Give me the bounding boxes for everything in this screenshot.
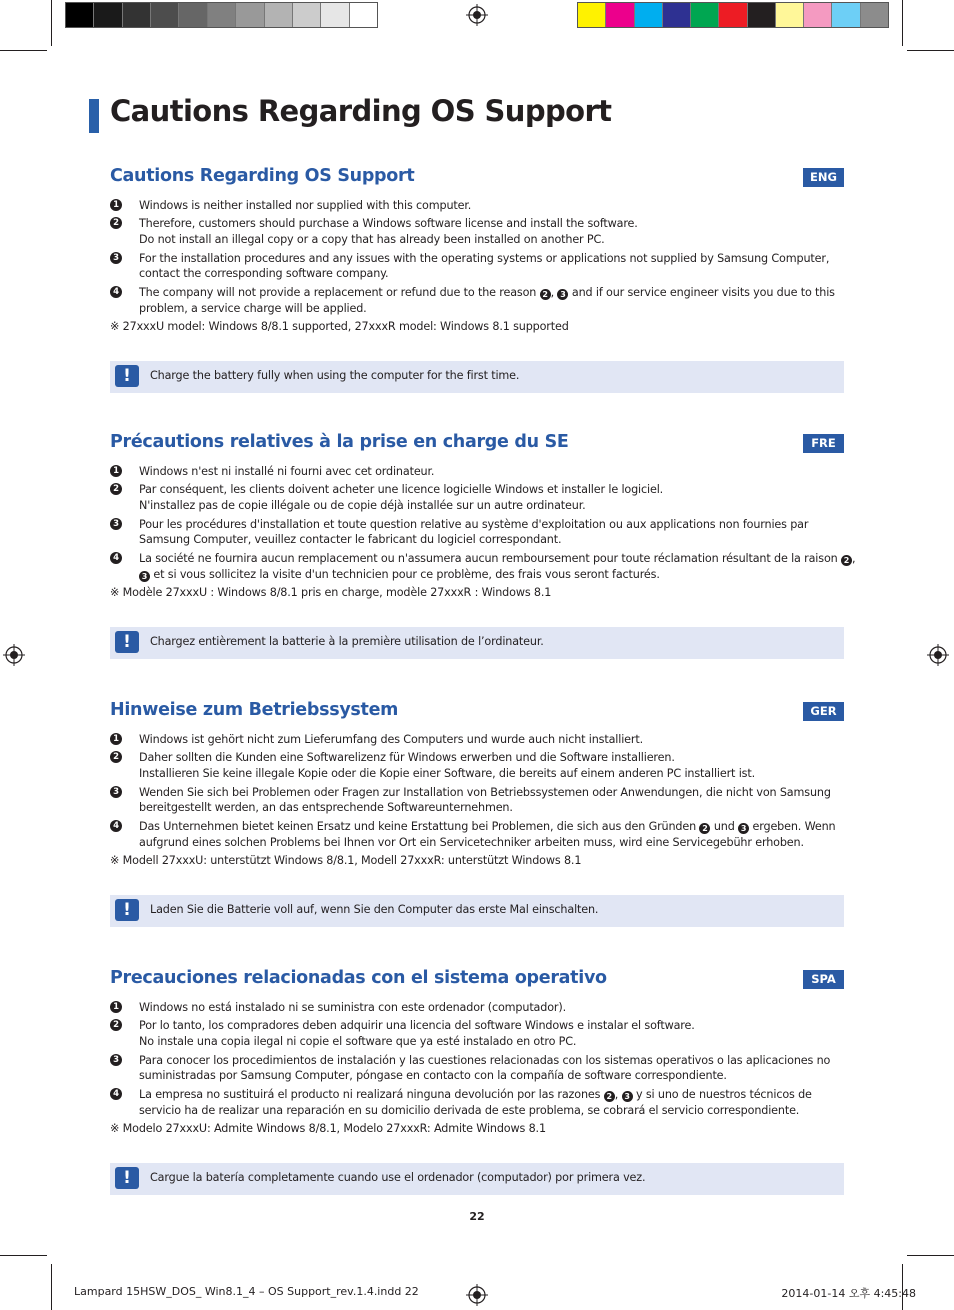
model-note: ※ Modell 27xxxU: unterstützt Windows 8/8.1, Modell 27xxxR: unterstützt Windows 8.1 xyxy=(110,853,582,867)
item-text: Samsung Computer, veuillez contacter le fabricant du logiciel correspondant. xyxy=(139,533,562,547)
model-note: ※ 27xxxU model: Windows 8/8.1 supported, 27xxxR model: Windows 8.1 supported xyxy=(110,319,569,333)
item-text: La société ne fournira aucun remplacement ou n'assumera aucun remboursement pour toute réclamation résultant de la raison 2 , xyxy=(139,551,856,565)
number-bullet: 1 xyxy=(110,465,122,477)
color-swatch xyxy=(66,3,94,27)
footer-timestamp: 2014-01-14 오후 4:45:48 xyxy=(781,1287,916,1300)
footer-file-info: Lampard 15HSW_DOS_ Win8.1_4 – OS Support_rev.1.4.indd 22 xyxy=(74,1285,419,1298)
number-bullet: 3 xyxy=(110,786,122,798)
item-text: aufgrund eines solchen Problems bei Ihnen vor Ort ein Servicetechniker arbeiten muss, wird eine Servicegebühr erhoben. xyxy=(139,835,804,849)
list-item xyxy=(110,285,844,317)
color-swatch xyxy=(578,3,606,27)
list-item xyxy=(110,1000,844,1016)
exclamation-icon: ! xyxy=(115,631,139,653)
crop-mark xyxy=(907,1255,954,1256)
item-list xyxy=(110,732,844,850)
item-text: Pour les procédures d'installation et toute question relative au système d'exploitation ou aux applications non fournies par xyxy=(139,517,809,531)
list-item xyxy=(110,1087,844,1119)
section-fre xyxy=(110,432,856,601)
title-accent-bar xyxy=(89,99,99,133)
number-bullet: 2 xyxy=(110,217,122,229)
item-text: Windows no está instalado ni se suministra con este ordenador (computador). xyxy=(139,1001,566,1014)
process-color-bar xyxy=(577,2,889,28)
list-item xyxy=(110,732,844,748)
page-number: 22 xyxy=(469,1210,485,1223)
item-text: contact the corresponding software company. xyxy=(139,267,389,281)
language-badge: FRE xyxy=(803,434,844,453)
number-bullet: 2 xyxy=(110,483,122,495)
section-title: Precauciones relacionadas con el sistema operativo xyxy=(110,968,607,988)
reference-number: 2 xyxy=(604,1091,615,1102)
color-swatch xyxy=(663,3,691,27)
item-text: Windows n'est ni installé ni fourni avec cet ordinateur. xyxy=(139,465,435,478)
crop-mark xyxy=(0,1255,47,1256)
color-swatch xyxy=(748,3,776,27)
section-title: Précautions relatives à la prise en charge du SE xyxy=(110,432,569,452)
exclamation-icon: ! xyxy=(115,1167,139,1189)
item-text: For the installation procedures and any issues with the operating systems or applications not supplied by Samsung Computer, xyxy=(139,251,830,265)
list-item xyxy=(110,819,844,851)
item-list xyxy=(110,1000,844,1118)
color-swatch xyxy=(719,3,747,27)
item-text: Therefore, customers should purchase a Windows software license and install the software. xyxy=(139,217,638,231)
model-note: ※ Modèle 27xxxU : Windows 8/8.1 pris en charge, modèle 27xxxR : Windows 8.1 xyxy=(110,585,552,599)
registration-mark-icon xyxy=(466,4,488,26)
crop-mark xyxy=(907,50,954,51)
reference-number: 2 xyxy=(699,823,710,834)
gray-color-bar xyxy=(65,2,378,28)
color-swatch xyxy=(776,3,804,27)
color-swatch xyxy=(635,3,663,27)
number-bullet: 4 xyxy=(110,1088,122,1100)
registration-mark-icon xyxy=(927,644,949,666)
color-swatch xyxy=(123,3,151,27)
list-item xyxy=(110,198,844,214)
color-swatch xyxy=(151,3,179,27)
section-spa xyxy=(110,968,844,1137)
reference-number: 3 xyxy=(622,1091,633,1102)
item-text: suministradas por Samsung Computer, póngase en contacto con la compañía de software correspondiente. xyxy=(139,1069,727,1083)
item-text: servicio ha de realizar una reparación en su domicilio derivada de este problema, se cobrará el servicio correspondiente. xyxy=(139,1103,800,1117)
color-swatch xyxy=(606,3,634,27)
caution-text: Chargez entièrement la batterie à la première utilisation de l’ordinateur. xyxy=(150,635,544,648)
item-text: La empresa no sustituirá el producto ni realizará ninguna devolución por las razones 2 , 3 y si uno de nuestros técnicos de xyxy=(139,1087,812,1101)
item-list xyxy=(110,198,844,316)
list-item xyxy=(110,482,844,514)
caution-text: Cargue la batería completamente cuando use el ordenador (computador) por primera vez. xyxy=(150,1171,646,1184)
item-text: Wenden Sie sich bei Problemen oder Fragen zur Installation von Betriebssystemen oder Anwendungen, die nicht von Samsung xyxy=(139,785,831,799)
number-bullet: 4 xyxy=(110,552,122,564)
item-text: Do not install an illegal copy or a copy that has already been installed on another PC. xyxy=(139,233,605,247)
list-item xyxy=(110,785,844,817)
exclamation-icon: ! xyxy=(115,365,139,387)
item-text: Por lo tanto, los compradores deben adquirir una licencia del software Windows e instalar el software. xyxy=(139,1019,695,1033)
exclamation-icon: ! xyxy=(115,899,139,921)
item-text: Par conséquent, les clients doivent acheter une licence logicielle Windows et installer le logiciel. xyxy=(139,483,664,497)
list-item xyxy=(110,517,844,549)
color-swatch xyxy=(293,3,321,27)
list-item xyxy=(110,1018,844,1050)
language-badge: ENG xyxy=(803,168,844,187)
reference-number: 3 xyxy=(139,571,150,582)
caution-text: Charge the battery fully when using the computer for the first time. xyxy=(150,369,520,382)
color-swatch xyxy=(861,3,888,27)
color-swatch xyxy=(832,3,860,27)
page-title: Cautions Regarding OS Support xyxy=(110,94,612,128)
crop-mark xyxy=(0,50,47,51)
list-item xyxy=(110,551,856,583)
reference-number: 2 xyxy=(540,289,551,300)
caution-box xyxy=(110,627,844,659)
item-text: Installieren Sie keine illegale Kopie oder die Kopie einer Software, die bereits auf einem anderen PC installiert ist. xyxy=(139,767,755,781)
number-bullet: 2 xyxy=(110,1019,122,1031)
color-swatch xyxy=(321,3,349,27)
registration-mark-icon xyxy=(466,1284,488,1306)
caution-text: Laden Sie die Batterie voll auf, wenn Sie den Computer das erste Mal einschalten. xyxy=(150,903,599,916)
item-text: Das Unternehmen bietet keinen Ersatz und keine Erstattung bei Problemen, die sich aus den Gründen 2 und 3 ergeben. Wenn xyxy=(139,819,836,833)
reference-number: 3 xyxy=(738,823,749,834)
section-title: Hinweise zum Betriebssystem xyxy=(110,700,399,720)
color-swatch xyxy=(236,3,264,27)
list-item xyxy=(110,251,844,283)
number-bullet: 4 xyxy=(110,820,122,832)
color-swatch xyxy=(265,3,293,27)
item-text: Windows is neither installed nor supplied with this computer. xyxy=(139,199,472,212)
item-text: problem, a service charge will be applied. xyxy=(139,301,367,315)
reference-number: 3 xyxy=(557,289,568,300)
crop-mark xyxy=(902,0,903,46)
reference-number: 2 xyxy=(841,555,852,566)
item-text: No instale una copia ilegal ni copie el software que ya esté instalado en otro PC. xyxy=(139,1035,577,1049)
item-text: Daher sollten die Kunden eine Softwarelizenz für Windows erwerben und die Software installieren. xyxy=(139,751,675,765)
list-item xyxy=(110,750,844,782)
color-swatch xyxy=(350,3,377,27)
number-bullet: 2 xyxy=(110,751,122,763)
number-bullet: 3 xyxy=(110,518,122,530)
crop-mark xyxy=(51,0,52,46)
item-text: N'installez pas de copie illégale ou de copie déjà installée sur un autre ordinateur. xyxy=(139,499,586,513)
model-note: ※ Modelo 27xxxU: Admite Windows 8/8.1, Modelo 27xxxR: Admite Windows 8.1 xyxy=(110,1121,546,1135)
number-bullet: 3 xyxy=(110,252,122,264)
color-swatch xyxy=(691,3,719,27)
language-badge: SPA xyxy=(803,970,844,989)
number-bullet: 4 xyxy=(110,286,122,298)
item-text: 3 et si vous sollicitez la visite d'un technicien pour ce problème, des frais vous seront facturés. xyxy=(139,567,844,583)
caution-box xyxy=(110,895,844,927)
number-bullet: 3 xyxy=(110,1054,122,1066)
caution-box xyxy=(110,361,844,393)
color-swatch xyxy=(208,3,236,27)
item-text: bereitgestellt werden, an das entsprechende Softwareunternehmen. xyxy=(139,801,513,815)
list-item xyxy=(110,216,844,248)
color-swatch xyxy=(179,3,207,27)
number-bullet: 1 xyxy=(110,199,122,211)
color-swatch xyxy=(804,3,832,27)
caution-box xyxy=(110,1163,844,1195)
color-swatch xyxy=(94,3,122,27)
item-text: Para conocer los procedimientos de instalación y las cuestiones relacionadas con los sistemas operativos o las aplicaciones no xyxy=(139,1053,831,1067)
item-text: Windows ist gehört nicht zum Lieferumfang des Computers und wurde auch nicht installiert. xyxy=(139,733,644,746)
item-list xyxy=(110,464,856,582)
section-ger xyxy=(110,700,844,869)
list-item xyxy=(110,1053,844,1085)
number-bullet: 1 xyxy=(110,1001,122,1013)
list-item xyxy=(110,464,844,480)
section-title: Cautions Regarding OS Support xyxy=(110,166,415,186)
language-badge: GER xyxy=(803,702,844,721)
crop-mark xyxy=(51,1264,52,1310)
section-eng xyxy=(110,166,844,335)
registration-mark-icon xyxy=(3,644,25,666)
item-text: The company will not provide a replacement or refund due to the reason 2 , 3 and if our service engineer visits you due to this xyxy=(139,285,835,299)
number-bullet: 1 xyxy=(110,733,122,745)
